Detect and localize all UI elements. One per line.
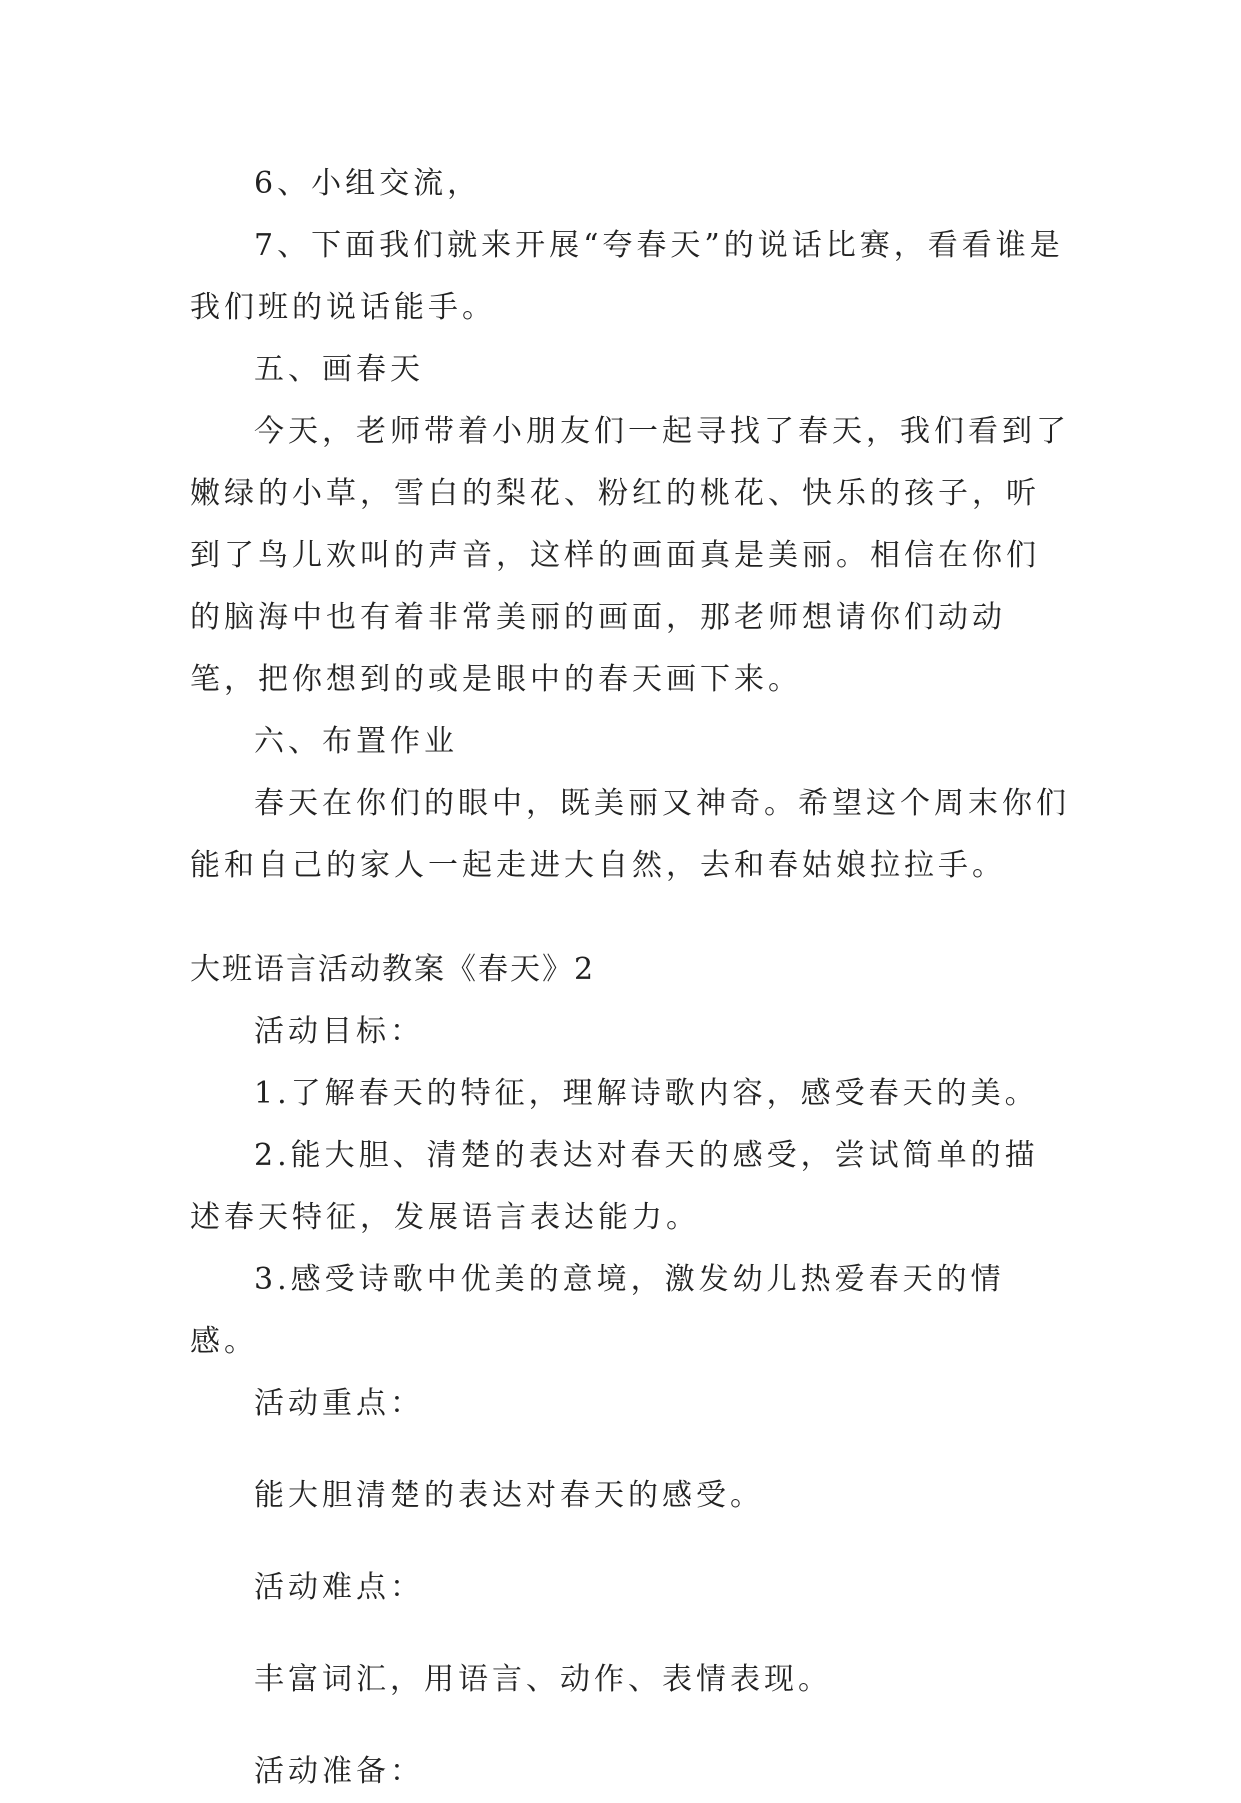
section-heading-homework: 六、布置作业 xyxy=(254,724,458,759)
paragraph-activity-focus: 能大胆清楚的表达对春天的感受。 xyxy=(254,1478,764,1513)
list-item-7: 7、下面我们就来开展“夸春天”的说话比赛，看看谁是我们班的说话能手。 xyxy=(190,228,1064,325)
goal-item-3: 3.感受诗歌中优美的意境，激发幼儿热爱春天的情感。 xyxy=(190,1262,1005,1359)
heading-activity-focus: 活动重点： xyxy=(254,1386,424,1421)
heading-activity-goals: 活动目标： xyxy=(254,1014,424,1049)
heading-activity-difficulty: 活动难点： xyxy=(254,1570,424,1605)
section-gap xyxy=(190,897,1070,939)
paragraph-homework: 春天在你们的眼中，既美丽又神奇。希望这个周末你们能和自己的家人一起走进大自然，去和春姑娘拉拉手。 xyxy=(190,786,1070,883)
paragraph-activity-difficulty: 丰富词汇，用语言、动作、表情表现。 xyxy=(254,1662,832,1697)
goal-item-2: 2.能大胆、清楚的表达对春天的感受，尝试简单的描述春天特征，发展语言表达能力。 xyxy=(190,1138,1039,1235)
list-item-6: 6、小组交流， xyxy=(254,166,482,201)
paragraph-draw-spring: 今天，老师带着小朋友们一起寻找了春天，我们看到了嫩绿的小草，雪白的梨花、粉红的桃花、快乐的孩子，听到了鸟儿欢叫的声音，这样的画面真是美丽。相信在你们的脑海中也有着非常美丽的画面，那老师想请你们动动笔，把你想到的或是眼中的春天画下来。 xyxy=(190,414,1070,697)
section-heading-draw-spring: 五、画春天 xyxy=(254,352,424,387)
goal-item-1: 1.了解春天的特征，理解诗歌内容，感受春天的美。 xyxy=(254,1076,1039,1111)
lesson-plan-title: 大班语言活动教案《春天》2 xyxy=(190,952,596,987)
document-body xyxy=(190,153,1070,1803)
heading-activity-preparation: 活动准备： xyxy=(254,1754,424,1789)
